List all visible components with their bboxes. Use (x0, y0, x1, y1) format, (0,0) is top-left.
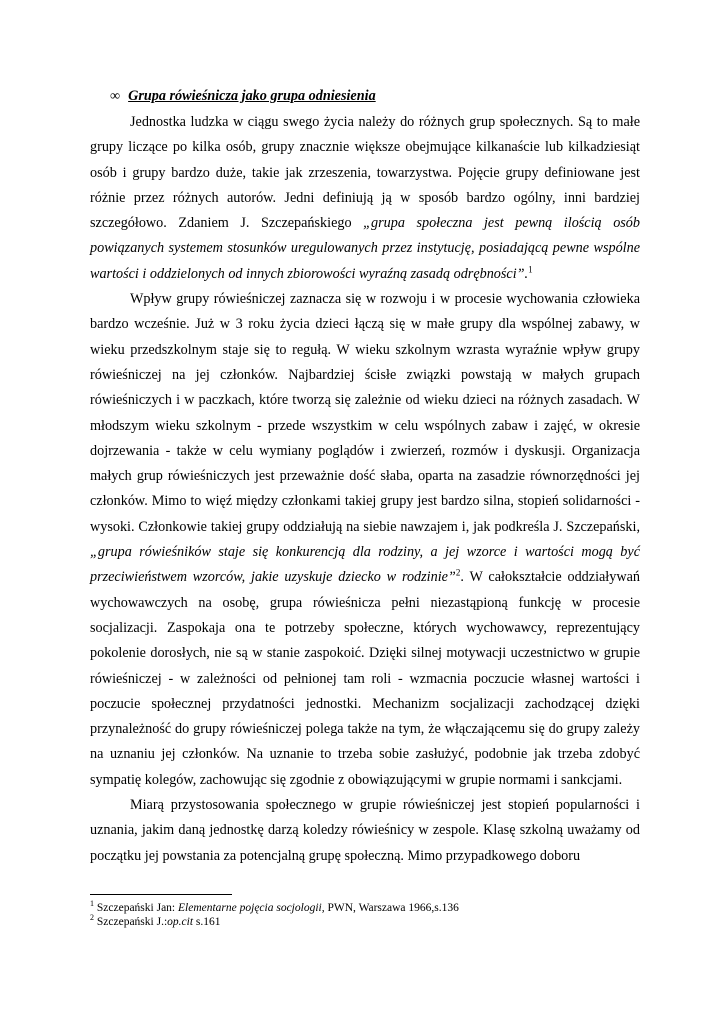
paragraph-3 (90, 793, 640, 869)
paragraph-2-quote: „grupa rówieśników staje się konkurencją dla rodziny, a jej wzorce i wartości mogą być przeciwieństwem wzorców, jakie uzyskuje dziecko w rodzinie” (90, 544, 640, 586)
footnote-1 (90, 901, 640, 915)
footnote-separator (90, 894, 232, 895)
paragraph-3-text: Miarą przystosowania społecznego w grupie rówieśniczej jest stopień popularności i uznania, jakim daną jednostkę darzą koledzy rówieśnicy w zespole. Klasę szkolną uważamy od początku jej powstania za potencjalną grupę społeczną. Mimo przypadkowego doboru (90, 797, 640, 864)
section-title: Grupa rówieśnicza jako grupa odniesienia (128, 88, 376, 104)
paragraph-1 (90, 110, 640, 287)
paragraph-2-text: Wpływ grupy rówieśniczej zaznacza się w rozwoju i w procesie wychowania człowieka bardzo wcześnie. Już w 3 roku życia dzieci łączą się w małe grupy dla wspólnej zabawy, w wieku przedszkolnym staje się to regułą. W wieku szkolnym wzrasta wyraźnie wpływ grupy rówieśniczej na jej członków. Najbardziej ścisłe związki powstają w małych grupach rówieśniczych i w paczkach, które tworzą się zależnie od wieku dzieci na różnych zasadach. W młodszym wieku szkolnym - przede wszystkim w celu wspólnych zabaw i zajęć, w okresie dojrzewania - także w celu wymiany poglądów i zwierzeń, rozmów i dyskusji. Organizacja małych grup rówieśniczych jest przeważnie dość słaba, oparta na zasadzie równorzędności jej członków. Mimo to więź między członkami takiej grupy jest bardzo silna, stopień solidarności - wysoki. Członkowie takiej grupy oddziałują na siebie nawzajem i, jak podkreśla J. Szczepański, (90, 291, 640, 535)
infinity-bullet-icon: ∞ (110, 88, 121, 104)
paragraph-1-quote: „grupa społeczna jest pewną ilością osób powiązanych systemem stosunków uregulowanych przez instytucję, posiadającą pewne wspólne wartości i oddzielonych od innych zbiorowości wyraźną zasadą odrębności”. (90, 215, 640, 282)
footnote-1-title: Elementarne pojęcia socjologii, (178, 902, 325, 914)
footnotes (90, 894, 640, 929)
paragraph-2-text-after: . W całokształcie oddziaływań wychowawczych na osobę, grupa rówieśnicza pełni niezastąpioną funkcję w procesie socjalizacji. Zaspokaja ona te potrzeby społeczne, których wychowawcy, reprezentujący pokolenie dorosłych, nie są w stanie zaspokoić. Dzięki silnej motywacji uczestnictwo w grupie rówieśniczej - w zależności od pełnionej tam roli - wzmacnia poczucie własnej wartości i poczucie społecznej przydatności jednostki. Mechanizm socjalizacji zachodzącej dzięki przynależność do grupy rówieśniczej polega także na tym, że włączającemu się do grupy zależy na uznaniu jej członków. Na uznanie to trzeba sobie zasłużyć, podobnie jak trzeba zdobyć sympatię kolegów, zachowując się zgodnie z obowiązującymi w grupie normami i sankcjami. (90, 569, 640, 788)
footnote-2-number: 2 (90, 913, 94, 923)
footnote-ref-1: 1 (528, 264, 533, 275)
footnote-1-details: PWN, Warszawa 1966,s.136 (324, 902, 459, 914)
section-heading (110, 86, 640, 106)
main-text (90, 86, 640, 869)
footnote-2-text: Szczepański J.: (94, 916, 168, 928)
footnote-2 (90, 915, 640, 929)
footnote-ref-2: 2 (455, 567, 461, 578)
footnote-2-title: op.cit (167, 916, 194, 928)
footnote-2-details: s.161 (193, 916, 221, 928)
paragraph-1-text: Jednostka ludzka w ciągu swego życia należy do różnych grup społecznych. Są to małe grupy liczące po kilka osób, grupy znacznie większe obejmujące kilkanaście lub kilkadziesiąt osób i grupy bardzo duże, takie jak zrzeszenia, towarzystwa. Pojęcie grupy definiowane jest różnie przez różnych autorów. Jedni definiują ją w sposób bardzo ogólny, inni bardziej szczegółowo. Zdaniem J. Szczepańskiego (90, 114, 640, 232)
paragraph-2 (90, 287, 640, 793)
footnote-1-text: Szczepański Jan: (94, 902, 178, 914)
footnote-1-number: 1 (90, 899, 94, 909)
